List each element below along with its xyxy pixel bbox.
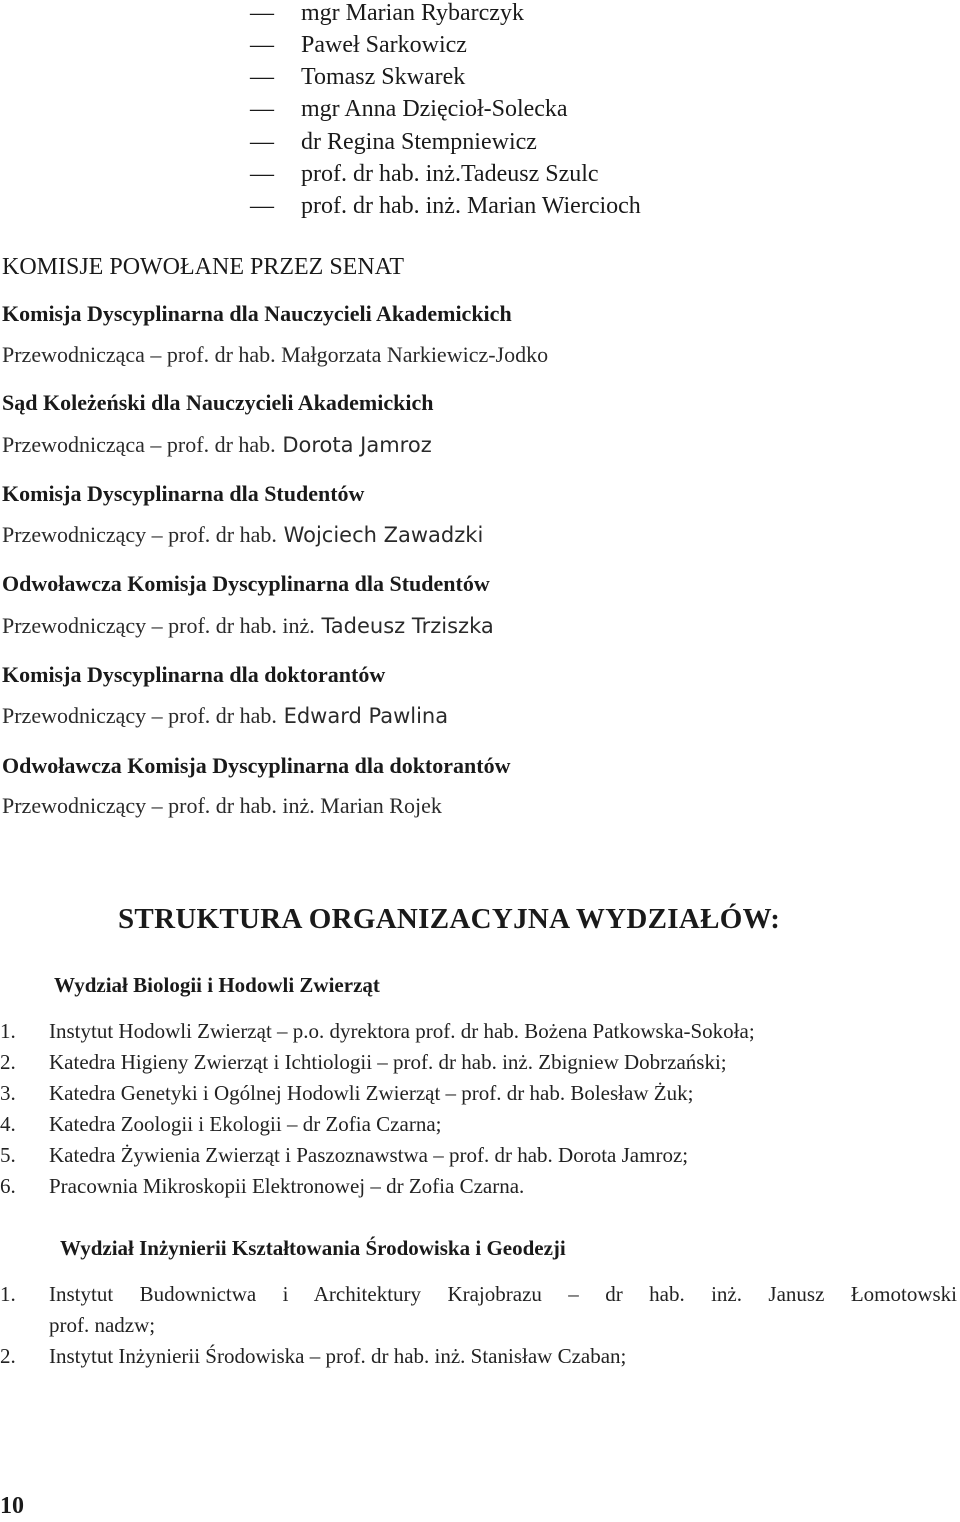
chair-name: Tadeusz Trziszka [314,614,494,638]
chair-prefix: Przewodnicząca – prof. dr hab. [2,432,276,457]
member-name: prof. dr hab. inż. Marian Wiercioch [301,193,641,219]
chair-name: Wojciech Zawadzki [276,523,484,547]
item-number: 2. [0,1344,16,1368]
committee-chair [2,341,548,369]
dash-bullet: — [250,64,274,90]
dash-bullet: — [250,161,274,187]
member-name: mgr Marian Rybarczyk [301,0,524,26]
chair-prefix: Przewodniczący – prof. dr hab. [2,703,277,728]
committee-name: Odwoławcza Komisja Dyscyplinarna dla doktorantów [2,753,511,778]
item-number: 4. [0,1112,16,1136]
chair-prefix: Przewodnicząca – prof. dr hab. [2,342,276,367]
faculty-name: Wydział Biologii i Hodowli Zwierząt [54,973,380,997]
dash-bullet: — [250,129,274,155]
committee-name: Sąd Koleżeński dla Nauczycieli Akademickich [2,390,434,415]
dash-bullet: — [250,32,274,58]
unit-text: Katedra Genetyki i Ogólnej Hodowli Zwierząt – prof. dr hab. Bolesław Żuk; [49,1081,694,1105]
senate-heading: KOMISJE POWOŁANE PRZEZ SENAT [2,254,404,280]
item-number: 1. [0,1019,16,1043]
committee-name: Komisja Dyscyplinarna dla Studentów [2,481,365,506]
dash-bullet: — [250,0,274,26]
chair-name: Małgorzata Narkiewicz-Jodko [275,342,549,367]
unit-text: Instytut Budownictwa i Architektury Krajobrazu – dr hab. inż. Janusz Łomotowski [49,1282,957,1306]
page-number: 10 [0,1493,24,1519]
item-number: 1. [0,1282,16,1306]
unit-text-continuation: prof. nadzw; [49,1313,156,1337]
chair-name: Marian Rojek [314,793,442,818]
committee-name: Komisja Dyscyplinarna dla Nauczycieli Akademickich [2,301,512,326]
unit-text: Instytut Hodowli Zwierząt – p.o. dyrektora prof. dr hab. Bożena Patkowska-Sokoła; [49,1019,755,1043]
committee-name: Odwoławcza Komisja Dyscyplinarna dla Studentów [2,571,490,596]
item-number: 2. [0,1050,16,1074]
unit-text: Instytut Inżynierii Środowiska – prof. dr hab. inż. Stanisław Czaban; [49,1344,627,1368]
structure-title: STRUKTURA ORGANIZACYJNA WYDZIAŁÓW: [118,903,781,935]
member-name: prof. dr hab. inż.Tadeusz Szulc [301,161,599,187]
chair-name: Dorota Jamroz [275,433,432,457]
member-name: dr Regina Stempniewicz [301,129,537,155]
chair-prefix: Przewodniczący – prof. dr hab. inż. [2,613,315,638]
item-number: 5. [0,1143,16,1167]
committee-chair [2,612,494,640]
committee-name: Komisja Dyscyplinarna dla doktorantów [2,662,386,687]
member-name: mgr Anna Dzięcioł-Solecka [301,96,568,122]
chair-name: Edward Pawlina [276,704,449,728]
dash-bullet: — [250,96,274,122]
unit-text: Katedra Zoologii i Ekologii – dr Zofia Czarna; [49,1112,442,1136]
committee-chair [2,431,432,459]
list-item [0,1281,960,1341]
member-name: Paweł Sarkowicz [301,32,467,58]
committee-chair [2,792,442,820]
chair-prefix: Przewodniczący – prof. dr hab. [2,522,277,547]
unit-text: Katedra Higieny Zwierząt i Ichtiologii – prof. dr hab. inż. Zbigniew Dobrzański; [49,1050,727,1074]
committee-chair [2,702,448,730]
faculty-name: Wydział Inżynierii Kształtowania Środowiska i Geodezji [60,1236,566,1260]
unit-text: Katedra Żywienia Zwierząt i Paszoznawstwa – prof. dr hab. Dorota Jamroz; [49,1143,689,1167]
item-number: 3. [0,1081,16,1105]
member-name: Tomasz Skwarek [301,64,466,90]
committee-chair [2,521,483,549]
chair-prefix: Przewodniczący – prof. dr hab. inż. [2,793,315,818]
unit-text: Pracownia Mikroskopii Elektronowej – dr Zofia Czarna. [49,1174,525,1198]
item-number: 6. [0,1174,16,1198]
dash-bullet: — [250,193,274,219]
